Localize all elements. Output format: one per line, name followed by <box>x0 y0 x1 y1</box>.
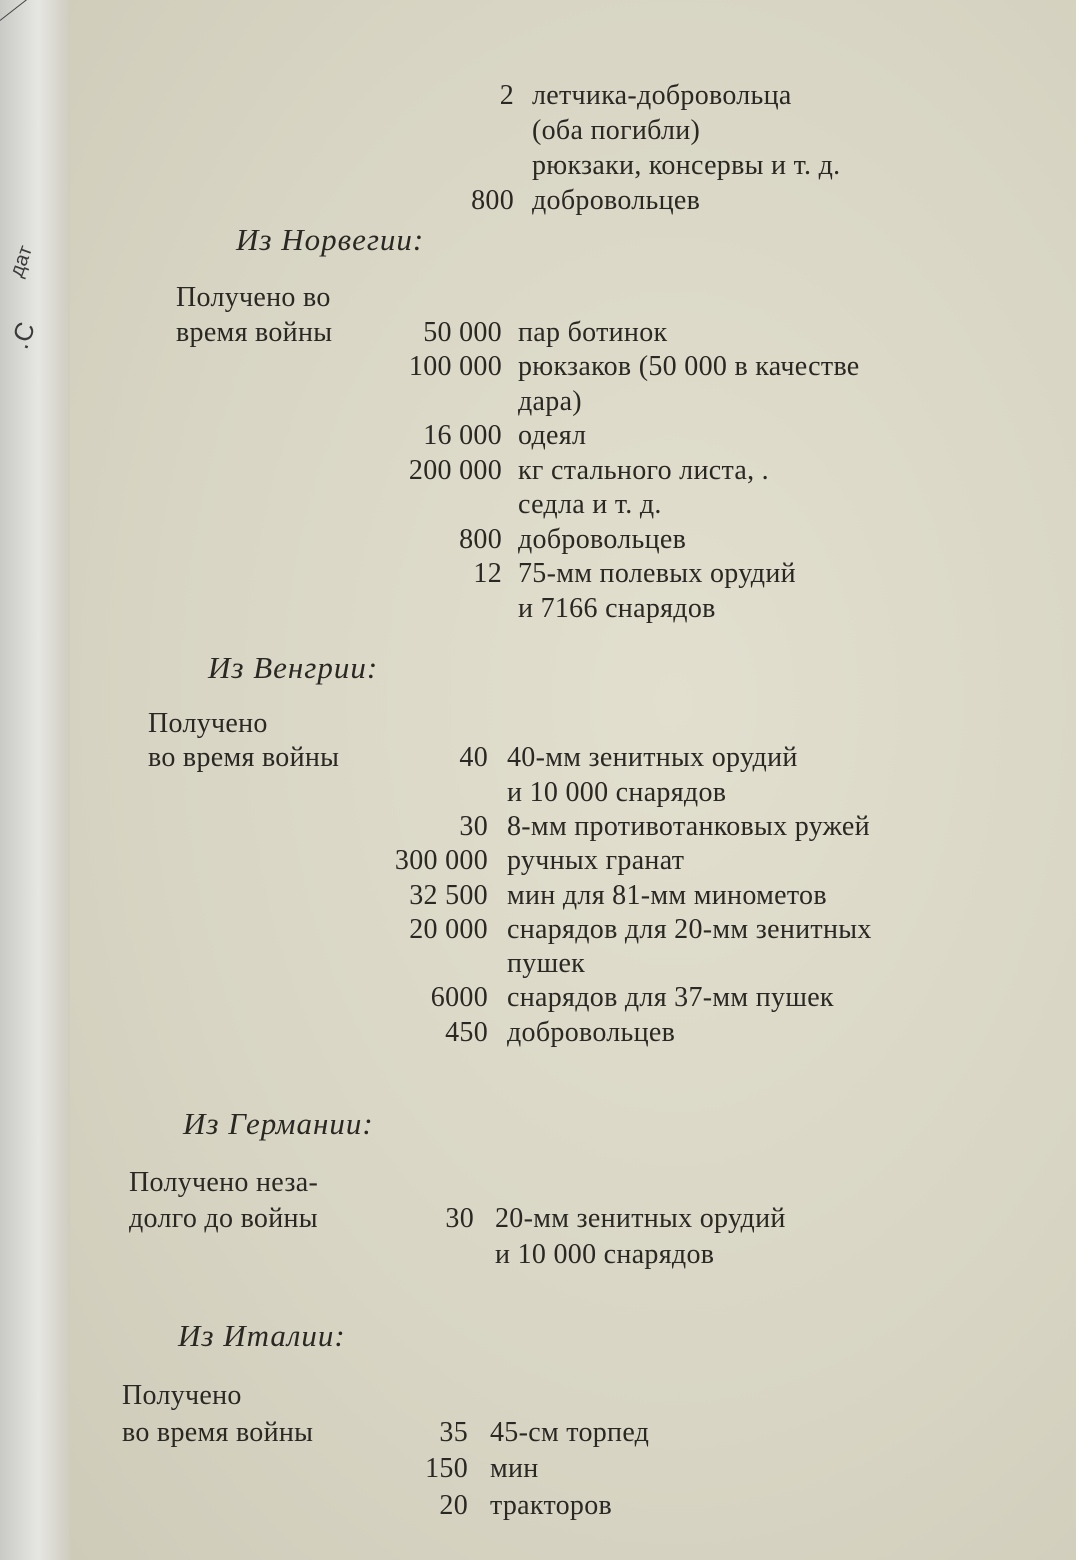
row-quantity: 300 000 <box>394 845 488 877</box>
table-row <box>129 1201 1030 1237</box>
row-quantity: 40 <box>459 742 488 774</box>
table-row <box>148 912 1030 948</box>
table-row <box>148 1015 1030 1051</box>
row-quantity: 20 000 <box>409 913 488 945</box>
row-item: и 10 000 снарядов <box>495 1239 715 1270</box>
table-row <box>148 809 1030 845</box>
row-item: снарядов для 37-мм пушек <box>507 982 834 1014</box>
table-row <box>410 148 1030 184</box>
row-item: кг стального листа, . <box>518 454 769 486</box>
row-item: и 7166 снарядов <box>518 592 716 624</box>
table-row <box>122 1451 1030 1487</box>
row-label: Получено неза- <box>129 1167 319 1198</box>
row-label: Получено во <box>176 282 331 313</box>
row-quantity: 20 <box>439 1489 468 1521</box>
row-label: Получено <box>148 708 268 739</box>
row-quantity: 200 000 <box>408 454 502 486</box>
row-item: 20-мм зенитных орудий <box>495 1203 786 1234</box>
table-row <box>148 878 1030 914</box>
row-label: Получено <box>122 1380 242 1411</box>
row-item: пар ботинок <box>518 316 668 348</box>
table-row <box>148 740 1030 776</box>
table-row <box>176 280 1030 316</box>
row-item: добровольцев <box>532 185 701 216</box>
section-heading: Из Норвегии: <box>236 222 425 257</box>
table-row <box>129 1237 1030 1273</box>
row-quantity: 12 <box>473 558 502 589</box>
table-row <box>176 315 1030 351</box>
table-row <box>122 1415 1030 1451</box>
row-item: 75-мм полевых орудий <box>518 558 796 589</box>
table-row <box>176 522 1030 558</box>
row-label: долго до войны <box>129 1203 318 1234</box>
table-row <box>410 78 1030 114</box>
table-row <box>176 384 1030 420</box>
row-quantity: 30 <box>459 810 488 842</box>
row-label: во время войны <box>122 1416 314 1448</box>
row-quantity: 2 <box>499 80 514 111</box>
row-item: рюкзаки, консервы и т. д. <box>532 150 841 181</box>
section-heading: Из Венгрии: <box>208 650 379 685</box>
row-quantity: 100 000 <box>408 351 502 382</box>
row-item: 45-см торпед <box>490 1416 650 1448</box>
table-row <box>176 418 1030 454</box>
row-item: 8-мм противотанковых ружей <box>507 810 870 842</box>
row-item: дара) <box>518 385 582 417</box>
table-row <box>176 453 1030 489</box>
edge-handwriting-fragment: дат <box>5 242 38 280</box>
edge-handwriting-fragment: .С <box>3 317 42 353</box>
row-label: во время войны <box>148 742 340 774</box>
table-row <box>148 706 1030 742</box>
row-quantity: 16 000 <box>423 420 502 451</box>
table-row <box>148 775 1030 811</box>
row-quantity: 30 <box>445 1203 474 1234</box>
row-item: рюкзаков (50 000 в качестве <box>518 351 860 382</box>
table-row <box>176 556 1030 592</box>
row-item: ручных гранат <box>507 845 685 877</box>
table-row <box>176 349 1030 385</box>
table-row <box>176 487 1030 523</box>
row-item: мин <box>490 1453 539 1484</box>
row-item: одеял <box>518 420 587 451</box>
row-item: (оба погибли) <box>532 115 701 146</box>
row-item: летчика-добровольца <box>532 80 792 111</box>
table-row <box>410 183 1030 219</box>
row-item: седла и т. д. <box>518 489 662 520</box>
table-row <box>129 1165 1030 1201</box>
table-row <box>410 113 1030 149</box>
row-quantity: 450 <box>445 1016 488 1048</box>
edge-pen-line <box>0 0 75 21</box>
row-quantity: 50 000 <box>423 316 502 348</box>
row-quantity: 6000 <box>430 982 488 1014</box>
row-quantity: 32 500 <box>409 879 488 911</box>
table-row <box>148 980 1030 1016</box>
section-heading: Из Германии: <box>183 1106 374 1141</box>
row-item: тракторов <box>490 1489 613 1521</box>
row-item: пушек <box>507 948 586 980</box>
row-item: добровольцев <box>518 523 687 555</box>
table-row <box>148 843 1030 879</box>
table-row <box>148 946 1030 982</box>
section-heading: Из Италии: <box>178 1318 346 1353</box>
book-page <box>70 0 1076 1560</box>
table-row <box>122 1378 1030 1414</box>
row-item: добровольцев <box>507 1016 676 1048</box>
row-quantity: 800 <box>459 523 502 555</box>
row-quantity: 150 <box>425 1453 468 1484</box>
table-row <box>122 1488 1030 1524</box>
row-quantity: 35 <box>439 1416 468 1448</box>
row-item: снарядов для 20-мм зенитных <box>507 913 872 945</box>
table-row <box>176 591 1030 627</box>
row-item: мин для 81-мм минометов <box>507 879 827 911</box>
row-quantity: 800 <box>471 185 514 216</box>
row-label: время войны <box>176 316 333 348</box>
row-item: и 10 000 снарядов <box>507 776 727 808</box>
row-item: 40-мм зенитных орудий <box>507 742 798 774</box>
adjacent-paper-edge <box>0 0 70 1560</box>
